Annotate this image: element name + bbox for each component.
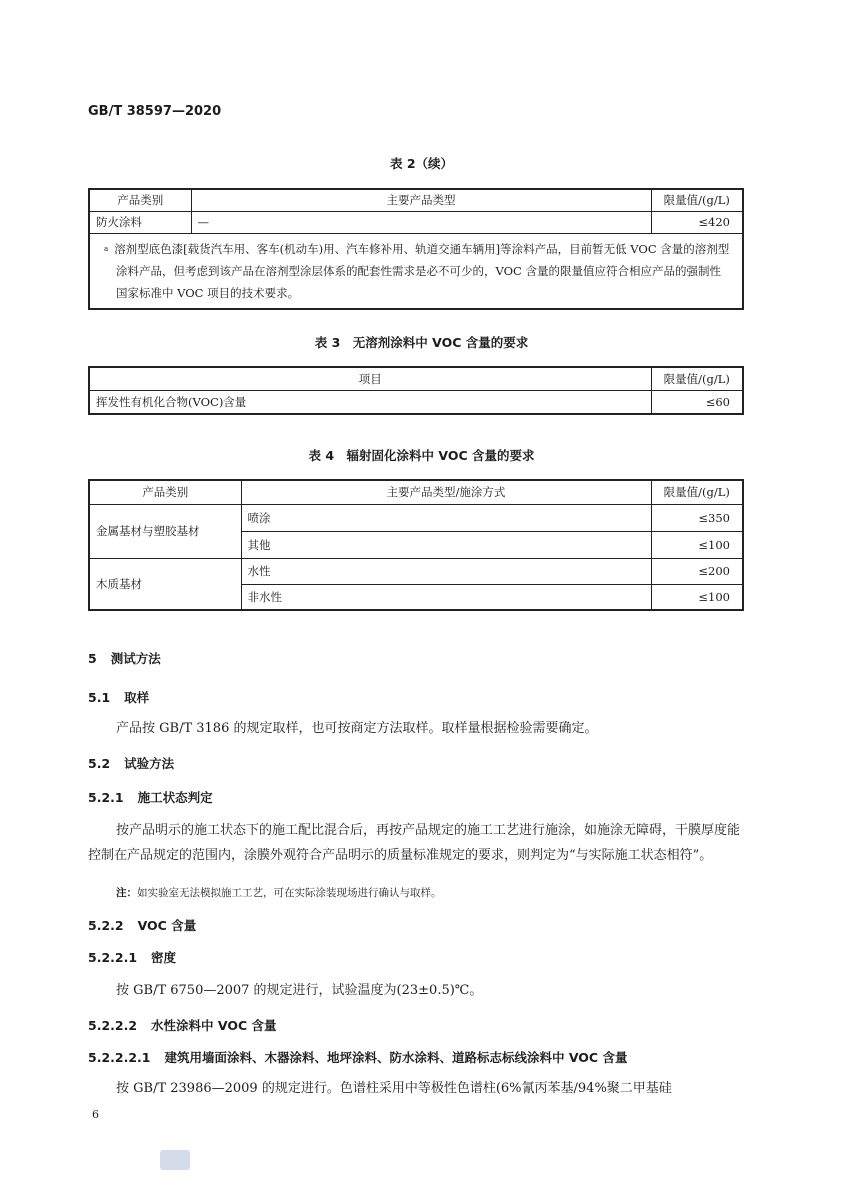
page-number: 6 xyxy=(92,1108,99,1121)
table4-header-limit: 限量值/(g/L) xyxy=(651,480,743,504)
table3 xyxy=(88,366,744,415)
table4-type: 喷涂 xyxy=(241,504,651,531)
table2-cell-category: 防火涂料 xyxy=(89,211,191,233)
section-title: 测试方法 xyxy=(110,651,161,666)
section-number: 5.2.2.1 xyxy=(88,950,138,965)
section-title: 施工状态判定 xyxy=(137,790,213,805)
section-number: 5.2.2 xyxy=(88,918,124,933)
section-5-2-heading xyxy=(88,754,174,772)
table4-type: 水性 xyxy=(241,558,651,584)
note-text: 如实验室无法模拟施工工艺，可在实际涂装现场进行确认与取样。 xyxy=(137,887,442,899)
section-5-2-1-heading xyxy=(88,788,213,806)
table4-limit: ≤200 xyxy=(651,558,743,584)
table3-cell-item: 挥发性有机化合物(VOC)含量 xyxy=(89,390,651,414)
table2-footnote xyxy=(89,233,743,309)
note xyxy=(116,885,442,900)
table2-header-limit: 限量值/(g/L) xyxy=(651,189,743,211)
table4-header-type: 主要产品类型/施涂方式 xyxy=(241,480,651,504)
section-5-2-2-heading xyxy=(88,916,196,934)
footnote-text: 溶剂型底色漆[载货汽车用、客车(机动车)用、汽车修补用、轨道交通车辆用]等涂料产品，目前暂无低 VOC 含量的溶剂型涂料产品，但考虑到该产品在溶剂型涂层体系的配套性需求是必不可少的，VOC 含量的限量值应符合相应产品的强制性国家标准中 VOC 项目的技术要求。 xyxy=(114,241,730,300)
section-5-2-2-1-text: 按 GB/T 6750—2007 的规定进行，试验温度为(23±0.5)℃。 xyxy=(116,983,483,998)
section-5-heading xyxy=(88,649,161,667)
section-number: 5.1 xyxy=(88,690,111,705)
table2-cell-limit: ≤420 xyxy=(651,211,743,233)
table2-cell-type: — xyxy=(191,211,651,233)
footnote-mark: a xyxy=(104,244,109,253)
table4-limit: ≤350 xyxy=(651,504,743,531)
table2-header-type: 主要产品类型 xyxy=(191,189,651,211)
section-5-1-text: 产品按 GB/T 3186 的规定取样，也可按商定方法取样。取样量根据检验需要确定。 xyxy=(116,721,598,736)
table4-caption: 表 4 辐射固化涂料中 VOC 含量的要求 xyxy=(308,448,535,463)
table3-header-limit: 限量值/(g/L) xyxy=(651,367,743,390)
table4-type: 其他 xyxy=(241,531,651,558)
section-number: 5.2 xyxy=(88,756,111,771)
table4-limit: ≤100 xyxy=(651,584,743,610)
section-5-2-2-2-heading xyxy=(88,1016,277,1034)
section-title: 试验方法 xyxy=(124,756,175,771)
table4-type: 非水性 xyxy=(241,584,651,610)
section-5-2-1-text: 按产品明示的施工状态下的施工配比混合后，再按产品规定的施工工艺进行施涂，如施涂无障碍，干膜厚度能控制在产品规定的范围内，涂膜外观符合产品明示的质量标准规定的要求，则判定为“与实际施工状态相符”。 xyxy=(88,823,741,863)
standard-number: GB/T 38597—2020 xyxy=(88,104,222,119)
table3-cell-limit: ≤60 xyxy=(651,390,743,414)
section-title: VOC 含量 xyxy=(137,918,197,933)
table4-category-metal-plastic: 金属基材与塑胶基材 xyxy=(89,504,241,558)
section-title: 取样 xyxy=(124,690,150,705)
section-5-2-2-2-1-heading xyxy=(88,1048,627,1066)
section-5-1-heading xyxy=(88,688,149,706)
section-5-2-2-2-1-text: 按 GB/T 23986—2009 的规定进行。色谱柱采用中等极性色谱柱(6%氰丙苯基/94%聚二甲基硅 xyxy=(116,1081,672,1096)
table4-header-category: 产品类别 xyxy=(89,480,241,504)
table2 xyxy=(88,188,744,310)
table4-limit: ≤100 xyxy=(651,531,743,558)
publisher-logo xyxy=(160,1150,190,1170)
section-number: 5.2.2.2.1 xyxy=(88,1050,151,1065)
table4 xyxy=(88,479,744,611)
section-title: 水性涂料中 VOC 含量 xyxy=(151,1018,277,1033)
section-title: 建筑用墙面涂料、木器涂料、地坪涂料、防水涂料、道路标志标线涂料中 VOC 含量 xyxy=(164,1050,628,1065)
section-number: 5.2.1 xyxy=(88,790,124,805)
table3-header-item: 项目 xyxy=(89,367,651,390)
section-title: 密度 xyxy=(151,950,177,965)
section-number: 5 xyxy=(88,651,97,666)
table4-category-wood: 木质基材 xyxy=(89,558,241,610)
table3-caption: 表 3 无溶剂涂料中 VOC 含量的要求 xyxy=(314,335,529,350)
table2-header-category: 产品类别 xyxy=(89,189,191,211)
note-label: 注： xyxy=(116,887,137,899)
table2-caption: 表 2（续） xyxy=(389,156,454,171)
section-number: 5.2.2.2 xyxy=(88,1018,138,1033)
section-5-2-2-1-heading xyxy=(88,948,176,966)
